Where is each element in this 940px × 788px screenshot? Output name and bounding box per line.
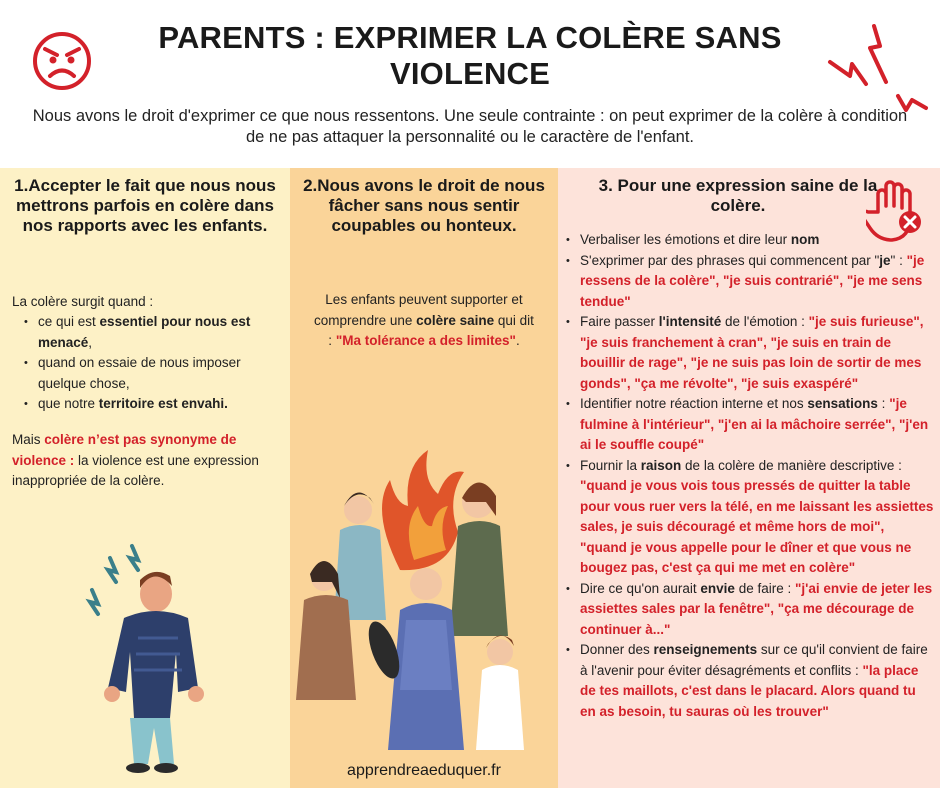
list-item: • que notre territoire est envahi.: [24, 394, 282, 415]
list-item: • Fournir la raison de la colère de manière descriptive : "quand je vous vois tous pressés de quitter la table pour vous ruer vers la télé, en me laissant les assiettes sales, je suis découragé et même hors de moi", "quand je vous appelle pour le dîner et que vous ne bougez pas, c'est ça qui me met en colère": [566, 456, 934, 579]
anger-triggers-list: [24, 312, 282, 415]
angry-parent-family-illustration: [290, 450, 558, 760]
column-healthy-expression: [558, 168, 940, 788]
column-title: 1.Accepter le fait que nous nous mettrons parfois en colère dans nos rapports avec les enfants.: [14, 176, 276, 235]
list-item: • Donner des renseignements sur ce qu'il convient de faire à l'avenir pour éviter désagréments et conflits : "la place de tes maillots, c'est dans le placard. Alors quand tu en as besoin, tu sauras où les trouver": [566, 640, 934, 722]
list-item: • Verbaliser les émotions et dire leur nom: [566, 230, 934, 251]
list-item: • quand on essaie de nous imposer quelque chose,: [24, 353, 282, 394]
list-item: • S'exprimer par des phrases qui commencent par "je" : "je ressens de la colère", "je suis contrarié", "je me sens tendue": [566, 251, 934, 313]
tolerance-text: Les enfants peuvent supporter et comprendre une colère saine qui dit : "Ma tolérance a des limites".: [314, 292, 534, 348]
column-title: 2.Nous avons le droit de nous fâcher sans nous sentir coupables ou honteux.: [303, 176, 545, 235]
page-title: PARENTS : EXPRIMER LA COLÈRE SANS VIOLENCE: [158, 20, 782, 91]
angry-man-illustration: [60, 518, 240, 780]
outro-text: Mais colère n’est pas synonyme de violence : la violence est une expression inappropriée de la colère.: [12, 432, 259, 488]
column-title: 3. Pour une expression saine de la colère.: [598, 176, 878, 215]
list-item: • Faire passer l'intensité de l'émotion : "je suis furieuse", "je suis franchement à cran", "je suis en train de bouillir de rage", "je ne suis pas loin de sortir de mes gonds", "ça me révolte", "je suis exaspéré": [566, 312, 934, 394]
list-item: • ce qui est essentiel pour nous est menacé,: [24, 312, 282, 353]
expression-tips-list: [566, 230, 934, 722]
column-accept: [0, 168, 290, 788]
list-item: • Identifier notre réaction interne et nos sensations : "je fulmine à l'intérieur", "j'en ai la mâchoire serrée", "j'en ai le souffle coupé": [566, 394, 934, 456]
list-item: • Dire ce qu'on aurait envie de faire : "j'ai envie de jeter les assiettes sales par la fenêtre", "ça me décourage de continuer à...": [566, 579, 934, 641]
page-subtitle: Nous avons le droit d'exprimer ce que nous ressentons. Une seule contrainte : on peut exprimer de la colère à condition de ne pas attaquer la personnalité ou le caractère de l'enfant.: [32, 107, 908, 146]
angry-face-icon: [28, 30, 98, 92]
website-footer: apprendreaeduquer.fr: [347, 762, 501, 779]
header: [0, 0, 940, 168]
column-right-to-anger: [290, 168, 558, 788]
intro-text: La colère surgit quand :: [12, 294, 154, 309]
